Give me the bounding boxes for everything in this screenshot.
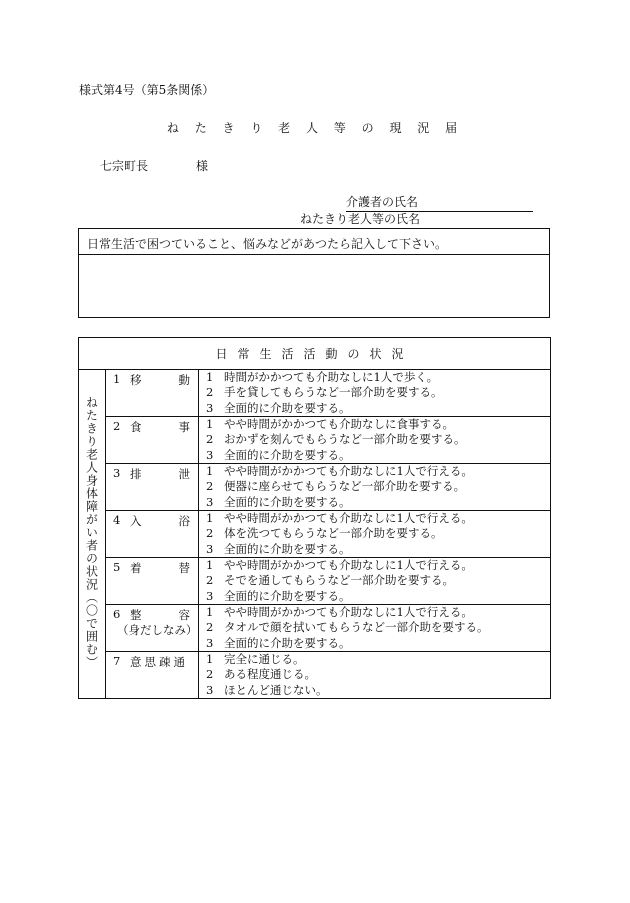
option-item[interactable] — [206, 558, 550, 573]
activity-label-cell — [106, 370, 199, 417]
activity-name — [130, 607, 190, 623]
option-item[interactable] — [206, 620, 550, 635]
activity-row — [79, 417, 551, 464]
option-item[interactable] — [206, 432, 550, 447]
activity-name — [130, 560, 190, 576]
option-text: 全面的に介助を要する。 — [224, 494, 351, 509]
option-item[interactable] — [206, 605, 550, 620]
addressee — [100, 157, 208, 174]
option-text: 完全に通じる。 — [224, 652, 305, 666]
activity-name-char: 食 — [130, 420, 142, 434]
option-item[interactable] — [206, 370, 550, 385]
option-number: 2 — [206, 667, 214, 682]
option-text: 全面的に介助を要する。 — [224, 588, 351, 603]
elder-name-field[interactable] — [300, 210, 533, 229]
activity-options-cell — [199, 417, 551, 464]
option-item[interactable] — [206, 464, 550, 479]
activity-row — [79, 511, 551, 558]
activity-number: 5 — [113, 560, 121, 574]
option-item[interactable] — [206, 401, 550, 416]
activity-name — [130, 513, 190, 529]
option-number: 3 — [206, 447, 214, 462]
activity-label-cell — [106, 511, 199, 558]
activity-name-char: 容 — [178, 608, 190, 622]
activity-number: 4 — [113, 513, 121, 527]
table-header-row — [79, 338, 551, 370]
activity-row — [79, 605, 551, 652]
option-item[interactable] — [206, 417, 550, 432]
option-item[interactable] — [206, 479, 550, 494]
option-item[interactable] — [206, 652, 550, 667]
option-item[interactable] — [206, 542, 550, 557]
option-number: 1 — [206, 605, 214, 619]
option-number: 3 — [206, 541, 214, 556]
option-item[interactable] — [206, 667, 550, 682]
concerns-box — [78, 228, 550, 318]
activity-row — [79, 370, 551, 417]
activity-subtitle: （身だしなみ） — [117, 623, 198, 637]
activity-name — [130, 466, 190, 482]
activity-name-char: 事 — [178, 420, 190, 434]
option-number: 2 — [206, 385, 214, 400]
activity-options-cell — [199, 652, 551, 699]
option-item[interactable] — [206, 526, 550, 541]
elder-name-label: ねたきり老人等の氏名 — [300, 212, 421, 226]
option-item[interactable] — [206, 385, 550, 400]
option-item[interactable] — [206, 511, 550, 526]
option-item[interactable] — [206, 683, 550, 698]
activity-number: 1 — [113, 372, 121, 386]
honorific: 様 — [196, 159, 209, 173]
option-number: 1 — [206, 558, 214, 572]
activity-label-cell — [106, 417, 199, 464]
activity-row — [79, 464, 551, 511]
table-header: 日常生活活動の状況 — [79, 338, 551, 370]
option-number: 2 — [206, 573, 214, 588]
option-number: 1 — [206, 417, 214, 431]
option-item[interactable] — [206, 589, 550, 604]
option-number: 2 — [206, 432, 214, 447]
option-number: 1 — [206, 652, 214, 666]
option-number: 3 — [206, 494, 214, 509]
option-item[interactable] — [206, 636, 550, 651]
option-text: ある程度通じる。 — [224, 667, 316, 682]
activity-options-cell — [199, 605, 551, 652]
option-text: 便器に座らせてもらうなど一部介助を要する。 — [224, 479, 466, 494]
activity-label-cell — [106, 652, 199, 699]
daily-activities-table — [78, 337, 551, 699]
option-text: 手を貸してもらうなど一部介助を要する。 — [224, 385, 443, 400]
option-text: 体を洗つてもらうなど一部介助を要する。 — [224, 526, 443, 541]
option-text: そでを通してもらうなど一部介助を要する。 — [224, 573, 454, 588]
option-text: タオルで顔を拭いてもらうなど一部介助を要する。 — [224, 620, 489, 635]
option-number: 3 — [206, 635, 214, 650]
activity-label-cell — [106, 464, 199, 511]
activity-label-cell — [106, 558, 199, 605]
option-text: 時間がかかつても介助なしに1人で歩く。 — [224, 370, 439, 384]
activity-number: 7 — [113, 654, 121, 668]
option-number: 1 — [206, 511, 214, 525]
activity-name-char: 浴 — [178, 514, 190, 528]
option-text: やや時間がかかつても介助なしに1人で行える。 — [224, 464, 473, 478]
concerns-divider — [79, 254, 549, 255]
activity-label-cell — [106, 605, 199, 652]
activity-name-char: 泄 — [178, 467, 190, 481]
option-item[interactable] — [206, 495, 550, 510]
activity-options-cell — [199, 464, 551, 511]
activity-name-char: 移 — [130, 373, 142, 387]
activity-row — [79, 652, 551, 699]
activity-options-cell — [199, 511, 551, 558]
form-number: 様式第4号（第5条関係） — [79, 83, 215, 97]
activity-options-cell — [199, 558, 551, 605]
option-text: 全面的に介助を要する。 — [224, 541, 351, 556]
option-text: やや時間がかかつても介助なしに食事する。 — [224, 417, 454, 431]
activity-name-char: 着 — [130, 561, 142, 575]
option-text: 全面的に介助を要する。 — [224, 635, 351, 650]
option-text: 全面的に介助を要する。 — [224, 400, 351, 415]
option-item[interactable] — [206, 448, 550, 463]
option-number: 1 — [206, 464, 214, 478]
activity-name — [130, 419, 190, 435]
activity-row — [79, 558, 551, 605]
side-label: ねたきり老人身体障がい者の状況（〇で囲む） — [84, 396, 99, 669]
concerns-prompt: 日常生活で困つていること、悩みなどがあつたら記入して下さい。 — [87, 237, 448, 251]
option-number: 2 — [206, 526, 214, 541]
activity-name-char: 排 — [130, 467, 142, 481]
option-text: やや時間がかかつても介助なしに1人で行える。 — [224, 511, 473, 525]
activity-name-char: 替 — [178, 561, 190, 575]
activity-number: 2 — [113, 419, 121, 433]
option-number: 1 — [206, 370, 214, 384]
option-number: 2 — [206, 620, 214, 635]
option-item[interactable] — [206, 573, 550, 588]
option-number: 3 — [206, 588, 214, 603]
side-label-cell — [79, 370, 106, 699]
activity-name — [130, 372, 190, 388]
option-number: 3 — [206, 400, 214, 415]
option-text: 全面的に介助を要する。 — [224, 447, 351, 462]
activity-number: 3 — [113, 466, 121, 480]
document-title: ね た き り 老 人 等 の 現 況 届 — [166, 121, 464, 135]
activity-name-char: 入 — [130, 514, 142, 528]
option-number: 3 — [206, 682, 214, 697]
option-text: やや時間がかかつても介助なしに1人で行える。 — [224, 605, 473, 619]
activity-number: 6 — [113, 607, 121, 621]
addressee-name: 七宗町長 — [100, 159, 149, 173]
option-text: ほとんど通じない。 — [224, 682, 328, 697]
activity-name-char: 動 — [178, 373, 190, 387]
caregiver-name-label: 介護者の氏名 — [346, 195, 419, 209]
option-number: 2 — [206, 479, 214, 494]
option-text: やや時間がかかつても介助なしに1人で行える。 — [224, 558, 473, 572]
activity-options-cell — [199, 370, 551, 417]
activity-name: 意思疎通 — [130, 655, 188, 669]
activity-name-char: 整 — [130, 608, 142, 622]
option-text: おかずを刻んでもらうなど一部介助を要する。 — [224, 432, 466, 447]
